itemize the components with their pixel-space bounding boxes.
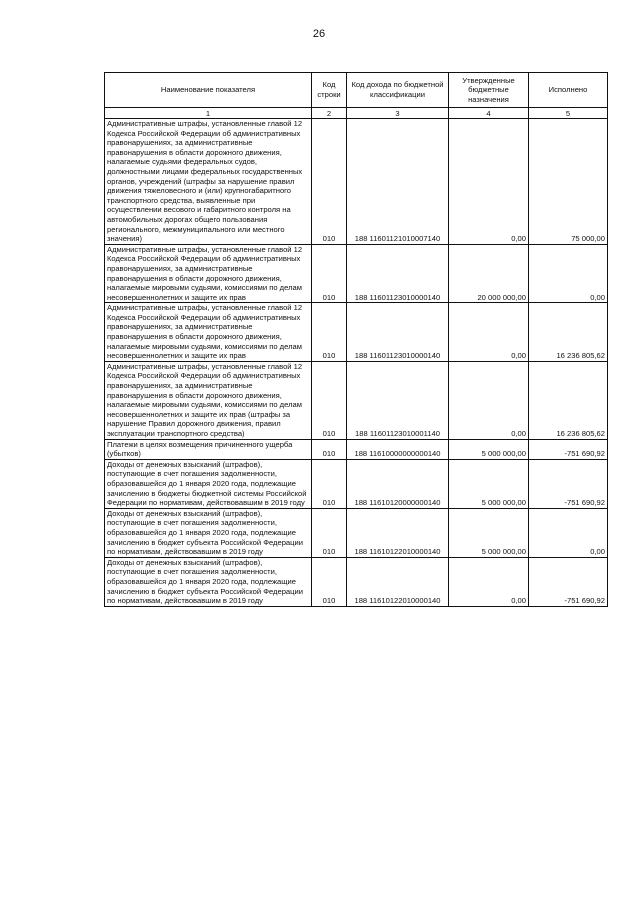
column-number: 5 <box>529 108 608 119</box>
indicator-name: Доходы от денежных взысканий (штрафов), поступающие в счет погашения задолженности, образовавшейся до 1 января 2020 года, подлежащие зачислению в бюджеты бюджетной системы Российской Федерации по нормативам, действовавшим в 2019 году <box>105 459 312 508</box>
executed-amount: -751 690,92 <box>529 557 608 606</box>
table-row <box>105 244 608 303</box>
indicator-name: Административные штрафы, установленные главой 12 Кодекса Российской Федерации об административных правонарушениях, за административные правонарушения в области дорожного движения, налагаемые мировыми судьями, комиссиями по делам несовершеннолетних и защите их прав <box>105 303 312 362</box>
line-code: 010 <box>312 459 347 508</box>
indicator-name: Административные штрафы, установленные главой 12 Кодекса Российской Федерации об административных правонарушениях, за административные правонарушения в области дорожного движения, налагаемые судьями федеральных судов, должностными лицами федеральных государственных органов, учреждений (штрафы за нарушение правил движения тяжеловесного и (или) крупногабаритного транспортного средства, выявленные при осуществлении весового и габаритного контроля на автомобильных дорогах общего пользования регионального, межмуниципального или местного значения) <box>105 119 312 245</box>
line-code: 010 <box>312 303 347 362</box>
indicator-name: Доходы от денежных взысканий (штрафов), поступающие в счет погашения задолженности, образовавшейся до 1 января 2020 года, подлежащие зачислению в бюджет субъекта Российской Федерации по нормативам, действовавшим в 2019 году <box>105 508 312 557</box>
indicator-name: Административные штрафы, установленные главой 12 Кодекса Российской Федерации об административных правонарушениях, за административные правонарушения в области дорожного движения, налагаемые мировыми судьями, комиссиями по делам несовершеннолетних и защите их прав <box>105 244 312 303</box>
approved-amount: 20 000 000,00 <box>449 244 529 303</box>
income-code: 188 11601121010007140 <box>347 119 449 245</box>
line-code: 010 <box>312 244 347 303</box>
income-code: 188 11610122010000140 <box>347 557 449 606</box>
executed-amount: -751 690,92 <box>529 439 608 459</box>
indicator-name: Административные штрафы, установленные главой 12 Кодекса Российской Федерации об административных правонарушениях, за административные правонарушения в области дорожного движения, налагаемые мировыми судьями, комиссиями по делам несовершеннолетних и защите их прав (штрафы за нарушение Правил дорожного движения, правил эксплуатации транспортного средства) <box>105 361 312 439</box>
executed-amount: 75 000,00 <box>529 119 608 245</box>
executed-amount: -751 690,92 <box>529 459 608 508</box>
approved-amount: 0,00 <box>449 303 529 362</box>
income-code: 188 11610120000000140 <box>347 459 449 508</box>
table-row <box>105 557 608 606</box>
column-number-row <box>105 108 608 119</box>
header-approved: Утвержденные бюджетные назначения <box>449 73 529 108</box>
line-code: 010 <box>312 557 347 606</box>
income-code: 188 11601123010000140 <box>347 303 449 362</box>
income-code: 188 11601123010000140 <box>347 244 449 303</box>
indicator-name: Платежи в целях возмещения причиненного ущерба (убытков) <box>105 439 312 459</box>
header-executed: Исполнено <box>529 73 608 108</box>
column-number: 2 <box>312 108 347 119</box>
table-row <box>105 119 608 245</box>
table-header-row <box>105 73 608 108</box>
approved-amount: 0,00 <box>449 557 529 606</box>
income-code: 188 11601123010001140 <box>347 361 449 439</box>
approved-amount: 5 000 000,00 <box>449 508 529 557</box>
approved-amount: 5 000 000,00 <box>449 459 529 508</box>
income-report-table <box>104 72 608 607</box>
approved-amount: 0,00 <box>449 361 529 439</box>
income-code: 188 11610122010000140 <box>347 508 449 557</box>
line-code: 010 <box>312 361 347 439</box>
line-code: 010 <box>312 439 347 459</box>
table-row <box>105 303 608 362</box>
column-number: 3 <box>347 108 449 119</box>
column-number: 1 <box>105 108 312 119</box>
executed-amount: 16 236 805,62 <box>529 361 608 439</box>
header-income-code: Код дохода по бюджетной классификации <box>347 73 449 108</box>
table-row <box>105 459 608 508</box>
table-row <box>105 439 608 459</box>
income-code: 188 11610000000000140 <box>347 439 449 459</box>
line-code: 010 <box>312 119 347 245</box>
table-row <box>105 508 608 557</box>
approved-amount: 5 000 000,00 <box>449 439 529 459</box>
header-line-code: Код строки <box>312 73 347 108</box>
column-number: 4 <box>449 108 529 119</box>
executed-amount: 0,00 <box>529 508 608 557</box>
indicator-name: Доходы от денежных взысканий (штрафов), поступающие в счет погашения задолженности, образовавшейся до 1 января 2020 года, подлежащие зачислению в бюджет субъекта Российской Федерации по нормативам, действовавшим в 2019 году <box>105 557 312 606</box>
approved-amount: 0,00 <box>449 119 529 245</box>
table-row <box>105 361 608 439</box>
line-code: 010 <box>312 508 347 557</box>
executed-amount: 16 236 805,62 <box>529 303 608 362</box>
header-indicator-name: Наименование показателя <box>105 73 312 108</box>
page-number: 26 <box>312 28 326 40</box>
executed-amount: 0,00 <box>529 244 608 303</box>
